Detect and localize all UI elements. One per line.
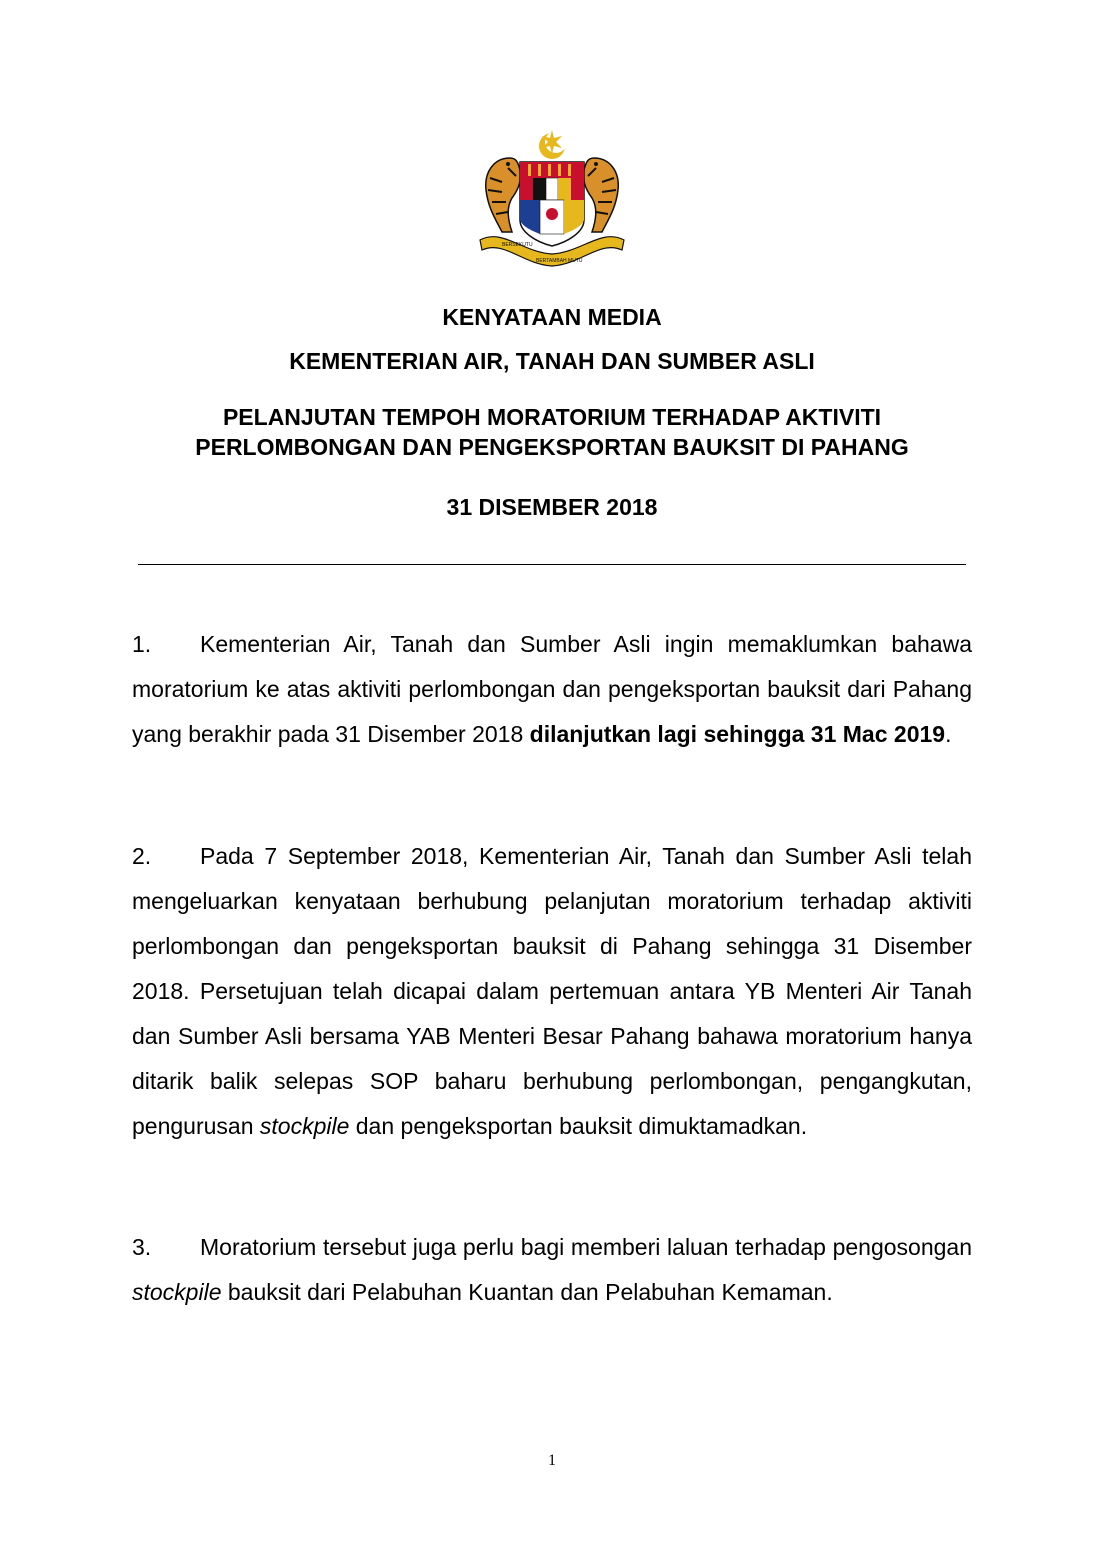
- statement-title-line1: PELANJUTAN TEMPOH MORATORIUM TERHADAP AKTIVITI: [222, 404, 882, 430]
- paragraph-text-end: .: [945, 721, 952, 747]
- paragraph-2: [132, 834, 972, 1149]
- paragraph-number: 2.: [132, 843, 152, 869]
- page-number: 1: [548, 1452, 556, 1469]
- paragraph-number: 3.: [132, 1234, 152, 1260]
- paragraph-italic-text: stockpile: [132, 1279, 222, 1305]
- paragraph-text-end: dan pengeksportan bauksit dimuktamadkan.: [349, 1113, 808, 1139]
- crest-motto-left: BERSEKUTU: [502, 242, 533, 248]
- ministry-name: KEMENTERIAN AIR, TANAH DAN SUMBER ASLI: [289, 348, 815, 374]
- paragraph-1: [132, 622, 972, 757]
- paragraph-text: Moratorium tersebut juga perlu bagi memberi laluan terhadap pengosongan: [200, 1234, 972, 1260]
- paragraph-number: 1.: [132, 631, 152, 657]
- media-statement-label: KENYATAAN MEDIA: [442, 304, 662, 330]
- paragraph-text: Pada 7 September 2018, Kementerian Air, Tanah dan Sumber Asli telah mengeluarkan kenyataan berhubung pelanjutan moratorium terhadap aktiviti perlombongan dan pengeksportan bauksit di Pahang sehingga 31 Disember 2018. Persetujuan telah dicapai dalam pertemuan antara YB Menteri Air Tanah dan Sumber Asli bersama YAB Menteri Besar Pahang bahawa moratorium hanya ditarik balik selepas SOP baharu berhubung perlombongan, pengangkutan, pengurusan: [132, 843, 972, 1139]
- coat-of-arms-icon: [472, 128, 632, 270]
- crest-motto-center: BERTAMBAH MUTU: [536, 258, 583, 264]
- statement-title: [0, 402, 1104, 462]
- divider-line: [138, 564, 966, 565]
- paragraph-3: [132, 1225, 972, 1315]
- paragraph-text: Kementerian Air, Tanah dan Sumber Asli ingin memaklumkan bahawa moratorium ke atas aktiviti perlombongan dan pengeksportan bauksit dari Pahang yang berakhir pada 31 Disember 2018: [132, 631, 972, 747]
- paragraph-text-end: bauksit dari Pelabuhan Kuantan dan Pelabuhan Kemaman.: [221, 1279, 833, 1305]
- paragraph-italic-text: stockpile: [259, 1113, 350, 1139]
- statement-title-line2: PERLOMBONGAN DAN PENGEKSPORTAN BAUKSIT DI PAHANG: [195, 434, 909, 460]
- paragraph-bold-text: dilanjutkan lagi sehingga 31 Mac 2019: [529, 721, 946, 747]
- statement-date: 31 DISEMBER 2018: [446, 494, 658, 520]
